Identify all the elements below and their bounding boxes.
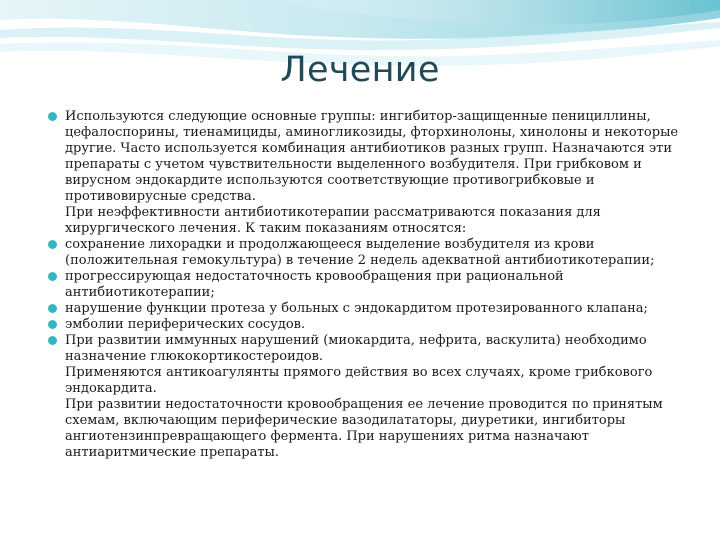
bullet-list [48, 109, 688, 461]
item-text: эмболии периферических сосудов. [65, 317, 306, 332]
bullet-icon [48, 320, 57, 329]
item-text: сохранение лихорадки и продолжающееся выделение возбудителя из крови (положительная гемокультура) в течение 2 недель адекватной антибиотикотерапии; [65, 237, 655, 268]
list-item [48, 333, 688, 461]
list-item [48, 109, 688, 237]
item-text: При развитии недостаточности кровообращения ее лечение проводится по принятым схемам, включающим периферические вазодилататоры, диуретики, ингибиторы ангиотензинпревращающего фермента. При нарушениях ритма назначают антиаритмические препараты. [65, 397, 663, 460]
list-item [48, 237, 688, 269]
bullet-icon [48, 304, 57, 313]
item-text: нарушение функции протеза у больных с эндокардитом протезированного клапана; [65, 301, 648, 316]
list-item [48, 317, 688, 333]
bullet-icon [48, 272, 57, 281]
item-text: Применяются антикоагулянты прямого действия во всех случаях, кроме грибкового эндокардита. [65, 365, 653, 396]
item-text: Используются следующие основные группы: ингибитор-защищенные пенициллины, цефалоспорины, тиенамициды, аминогликозиды, фторхинолоны, хинолоны и некоторые другие. Часто используется комбинация антибиотиков разных групп. Назначаются эти препараты с учетом чувствительности выделенного возбудителя. При грибковом и вирусном эндокардите используются соответствующие противогрибковые и противовирусные средства. [65, 109, 679, 204]
slide-content [48, 109, 688, 461]
item-text: При неэффективности антибиотикотерапии рассматриваются показания для хирургического лечения. К таким показаниям относятся: [65, 205, 601, 236]
slide-title: Лечение [280, 50, 440, 90]
item-text: прогрессирующая недостаточность кровообращения при рациональной антибиотикотерапии; [65, 269, 564, 300]
list-item [48, 301, 688, 317]
bullet-icon [48, 336, 57, 345]
list-item [48, 269, 688, 301]
bullet-icon [48, 112, 57, 121]
item-text: При развитии иммунных нарушений (миокардита, нефрита, васкулита) необходимо назначение глюкокортикостероидов. [65, 333, 647, 364]
bullet-icon [48, 240, 57, 249]
